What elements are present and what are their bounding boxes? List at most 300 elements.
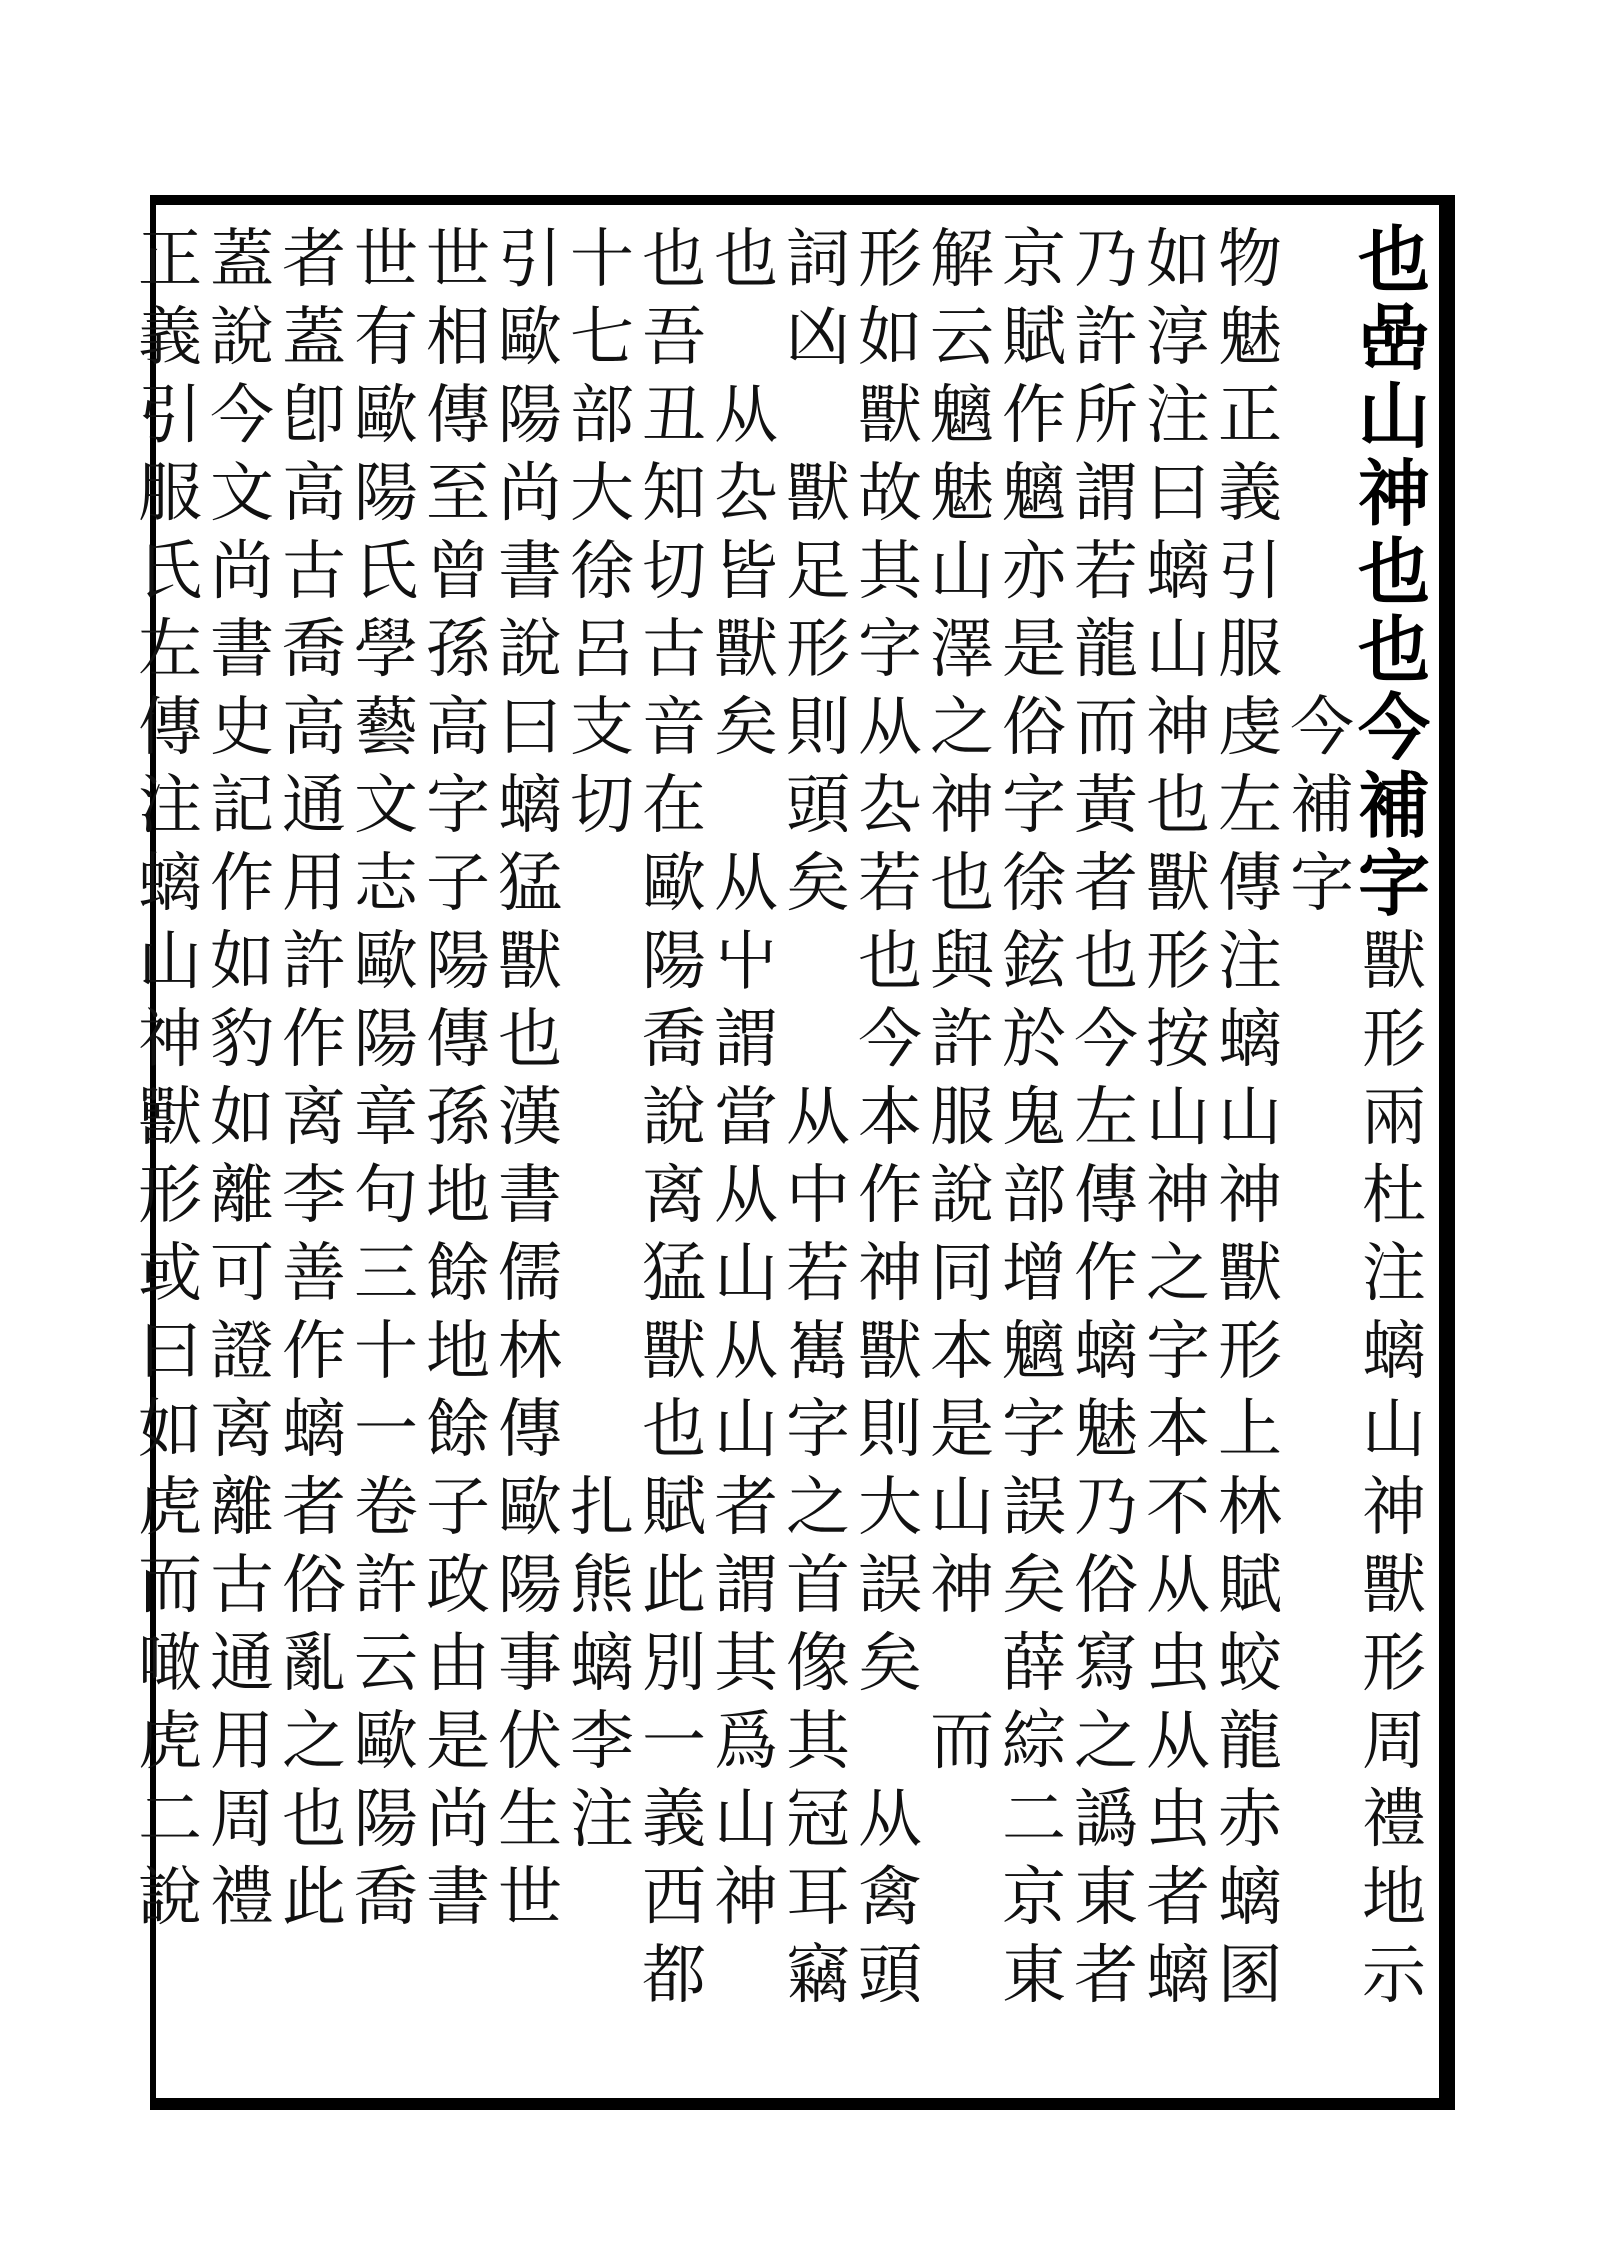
glyph: 書	[426, 1861, 490, 1935]
glyph: 善	[282, 1237, 346, 1311]
glyph: 高	[426, 691, 490, 765]
glyph: 淳	[1146, 301, 1210, 375]
glyph: 周	[210, 1783, 274, 1857]
glyph: 陽	[498, 379, 562, 453]
glyph: 足	[786, 535, 850, 609]
glyph: 之	[930, 691, 994, 765]
glyph: 書	[210, 613, 274, 687]
glyph: 山	[1358, 373, 1431, 458]
glyph: 通	[210, 1627, 274, 1701]
glyph: 山	[1146, 1081, 1210, 1155]
glyph: 形	[1362, 1003, 1426, 1077]
text-column	[566, 221, 638, 2081]
glyph: 之	[1146, 1237, 1210, 1311]
glyph: 補	[1290, 769, 1354, 843]
glyph: 書	[498, 535, 562, 609]
glyph: 字	[858, 613, 922, 687]
glyph: 矣	[858, 1627, 922, 1701]
glyph: 圂	[1218, 1939, 1282, 2013]
glyph: 噉	[138, 1627, 202, 1701]
glyph: 也	[498, 1003, 562, 1077]
glyph: 本	[1146, 1393, 1210, 1467]
glyph: 陽	[354, 457, 418, 531]
glyph: 作	[282, 1315, 346, 1389]
glyph: 离	[210, 1393, 274, 1467]
glyph: 由	[426, 1627, 490, 1701]
text-column	[1286, 221, 1358, 2081]
glyph: 李	[570, 1705, 634, 1779]
glyph: 曰	[498, 691, 562, 765]
glyph: 首	[786, 1549, 850, 1623]
glyph: 山	[1218, 1081, 1282, 1155]
glyph: 也	[1146, 769, 1210, 843]
glyph: 之	[786, 1471, 850, 1545]
glyph: 頭	[786, 769, 850, 843]
glyph: 从	[858, 1783, 922, 1857]
glyph: 若	[786, 1237, 850, 1311]
glyph: 蓋	[282, 301, 346, 375]
glyph: 相	[426, 301, 490, 375]
glyph: 禽	[858, 1861, 922, 1935]
glyph: 陽	[426, 925, 490, 999]
glyph: 也	[642, 1393, 706, 1467]
glyph: 卽	[282, 379, 346, 453]
glyph: 獸	[1362, 1549, 1426, 1623]
page-frame	[138, 195, 1455, 2110]
glyph: 者	[282, 1471, 346, 1545]
glyph: 章	[354, 1081, 418, 1155]
glyph: 詞	[786, 223, 850, 297]
glyph: 杜	[1362, 1159, 1426, 1233]
glyph: 云	[354, 1627, 418, 1701]
glyph: 形	[1362, 1627, 1426, 1701]
glyph: 作	[210, 847, 274, 921]
glyph: 一	[642, 1705, 706, 1779]
glyph: 記	[210, 769, 274, 843]
glyph: 注	[1218, 925, 1282, 999]
glyph: 形	[138, 1159, 202, 1233]
glyph: 賦	[642, 1471, 706, 1545]
glyph: 卷	[354, 1471, 418, 1545]
glyph: 乃	[1074, 1471, 1138, 1545]
glyph: 是	[930, 1393, 994, 1467]
glyph: 螭	[282, 1393, 346, 1467]
glyph: 二	[138, 1783, 202, 1857]
glyph: 歐	[498, 1471, 562, 1545]
glyph: 生	[498, 1783, 562, 1857]
glyph: 者	[1146, 1861, 1210, 1935]
glyph: 今	[858, 1003, 922, 1077]
glyph: 漢	[498, 1081, 562, 1155]
glyph: 史	[210, 691, 274, 765]
text-column	[422, 221, 494, 2081]
glyph: 世	[498, 1861, 562, 1935]
text-column	[998, 221, 1070, 2081]
glyph: 用	[210, 1705, 274, 1779]
glyph: 禮	[210, 1861, 274, 1935]
glyph: 今	[210, 379, 274, 453]
glyph: 志	[354, 847, 418, 921]
glyph: 切	[642, 535, 706, 609]
glyph: 周	[1362, 1705, 1426, 1779]
glyph: 也	[1358, 529, 1431, 614]
glyph: 屮	[714, 925, 778, 999]
glyph: 扎	[570, 1471, 634, 1545]
glyph: 注	[138, 769, 202, 843]
glyph: 儒	[498, 1237, 562, 1311]
glyph: 喬	[354, 1861, 418, 1935]
glyph: 厹	[858, 769, 922, 843]
glyph: 是	[1002, 613, 1066, 687]
glyph: 者	[714, 1471, 778, 1545]
glyph: 頭	[858, 1939, 922, 2013]
glyph: 高	[282, 691, 346, 765]
glyph: 賦	[1002, 301, 1066, 375]
glyph: 龍	[1218, 1705, 1282, 1779]
glyph: 許	[282, 925, 346, 999]
glyph: 歐	[354, 379, 418, 453]
glyph: 京	[1002, 223, 1066, 297]
text-column	[782, 221, 854, 2081]
glyph: 从	[1146, 1705, 1210, 1779]
glyph: 離	[210, 1159, 274, 1233]
glyph: 其	[714, 1627, 778, 1701]
glyph: 餘	[426, 1393, 490, 1467]
glyph: 猛	[498, 847, 562, 921]
glyph: 則	[858, 1393, 922, 1467]
glyph: 不	[1146, 1471, 1210, 1545]
glyph: 魅	[930, 457, 994, 531]
glyph: 薛	[1002, 1627, 1066, 1701]
glyph: 二	[1002, 1783, 1066, 1857]
glyph: 地	[426, 1315, 490, 1389]
glyph: 可	[210, 1237, 274, 1311]
glyph: 而	[930, 1705, 994, 1779]
glyph: 陽	[354, 1003, 418, 1077]
glyph: 切	[570, 769, 634, 843]
glyph: 大	[570, 457, 634, 531]
glyph: 用	[282, 847, 346, 921]
glyph: 禮	[1362, 1783, 1426, 1857]
glyph: 赤	[1218, 1783, 1282, 1857]
glyph: 之	[1074, 1705, 1138, 1779]
glyph: 傳	[426, 1003, 490, 1077]
glyph: 孫	[426, 1081, 490, 1155]
glyph: 者	[1074, 847, 1138, 921]
glyph: 嵒	[1358, 295, 1431, 380]
glyph: 左	[1218, 769, 1282, 843]
glyph: 螭	[1218, 1861, 1282, 1935]
glyph: 獸	[858, 1315, 922, 1389]
glyph: 是	[426, 1705, 490, 1779]
glyph: 服	[930, 1081, 994, 1155]
glyph: 从	[858, 691, 922, 765]
glyph: 賦	[1218, 1549, 1282, 1623]
glyph: 神	[1218, 1159, 1282, 1233]
glyph: 螭	[138, 847, 202, 921]
text-column	[854, 221, 926, 2081]
glyph: 餘	[426, 1237, 490, 1311]
glyph: 魅	[1218, 301, 1282, 375]
glyph: 文	[354, 769, 418, 843]
fore-edge-mark	[1439, 645, 1455, 700]
glyph: 山	[714, 1783, 778, 1857]
glyph: 熊	[570, 1549, 634, 1623]
glyph: 尚	[426, 1783, 490, 1857]
glyph: 字	[1358, 841, 1431, 926]
glyph: 螭	[1074, 1315, 1138, 1389]
glyph: 虎	[138, 1705, 202, 1779]
glyph: 東	[1002, 1939, 1066, 2013]
glyph: 正	[138, 223, 202, 297]
glyph: 古	[282, 535, 346, 609]
glyph: 句	[354, 1159, 418, 1233]
glyph: 如	[210, 1081, 274, 1155]
glyph: 示	[1362, 1939, 1426, 2013]
glyph: 謂	[714, 1003, 778, 1077]
glyph: 虎	[138, 1471, 202, 1545]
glyph: 神	[138, 1003, 202, 1077]
glyph: 說	[210, 301, 274, 375]
glyph: 獸	[498, 925, 562, 999]
glyph: 螭	[1362, 1315, 1426, 1389]
glyph: 俗	[1074, 1549, 1138, 1623]
glyph: 山	[1362, 1393, 1426, 1467]
glyph: 其	[858, 535, 922, 609]
glyph: 也	[858, 925, 922, 999]
glyph: 十	[354, 1315, 418, 1389]
glyph: 徐	[570, 535, 634, 609]
glyph: 引	[498, 223, 562, 297]
glyph: 字	[786, 1393, 850, 1467]
glyph: 李	[282, 1159, 346, 1233]
text-column	[278, 221, 350, 2081]
glyph: 山	[1146, 613, 1210, 687]
glyph: 獸	[1146, 847, 1210, 921]
glyph: 在	[642, 769, 706, 843]
glyph: 陽	[642, 925, 706, 999]
text-column	[134, 221, 206, 2081]
glyph: 伏	[498, 1705, 562, 1779]
text-column	[350, 221, 422, 2081]
glyph: 支	[570, 691, 634, 765]
glyph: 謂	[714, 1549, 778, 1623]
glyph: 或	[138, 1237, 202, 1311]
glyph: 於	[1002, 1003, 1066, 1077]
glyph: 離	[210, 1471, 274, 1545]
glyph: 而	[138, 1549, 202, 1623]
glyph: 則	[786, 691, 850, 765]
glyph: 矣	[786, 847, 850, 921]
glyph: 厹	[714, 457, 778, 531]
glyph: 呂	[570, 613, 634, 687]
glyph: 鉉	[1002, 925, 1066, 999]
glyph: 如	[138, 1393, 202, 1467]
text-column	[710, 221, 782, 2081]
glyph: 部	[1002, 1159, 1066, 1233]
glyph: 誤	[1002, 1471, 1066, 1545]
glyph: 當	[714, 1081, 778, 1155]
glyph: 字	[1290, 847, 1354, 921]
glyph: 說	[930, 1159, 994, 1233]
glyph: 服	[1218, 613, 1282, 687]
glyph: 皆	[714, 535, 778, 609]
glyph: 山	[714, 1393, 778, 1467]
glyph: 左	[138, 613, 202, 687]
glyph: 謂	[1074, 457, 1138, 531]
vertical-text-block	[138, 217, 1431, 2081]
glyph: 誤	[858, 1549, 922, 1623]
glyph: 許	[1074, 301, 1138, 375]
glyph: 知	[642, 457, 706, 531]
text-column	[1358, 217, 1431, 2081]
glyph: 傳	[426, 379, 490, 453]
glyph: 蛟	[1218, 1627, 1282, 1701]
glyph: 別	[642, 1627, 706, 1701]
glyph: 字	[1002, 769, 1066, 843]
glyph: 亦	[1002, 535, 1066, 609]
glyph: 十	[570, 223, 634, 297]
glyph: 神	[858, 1237, 922, 1311]
glyph: 若	[858, 847, 922, 921]
glyph: 曰	[1146, 457, 1210, 531]
glyph: 本	[930, 1315, 994, 1389]
glyph: 从	[714, 847, 778, 921]
glyph: 所	[1074, 379, 1138, 453]
glyph: 政	[426, 1549, 490, 1623]
glyph: 爲	[714, 1705, 778, 1779]
glyph: 注	[1146, 379, 1210, 453]
glyph: 許	[930, 1003, 994, 1077]
glyph: 補	[1358, 763, 1431, 848]
glyph: 大	[858, 1471, 922, 1545]
glyph: 綜	[1002, 1705, 1066, 1779]
glyph: 螭	[1146, 1939, 1210, 2013]
glyph: 字	[426, 769, 490, 843]
glyph: 山	[930, 535, 994, 609]
glyph: 魑	[1002, 457, 1066, 531]
glyph: 者	[1074, 1939, 1138, 2013]
glyph: 正	[1218, 379, 1282, 453]
glyph: 增	[1002, 1237, 1066, 1311]
text-column	[638, 221, 710, 2081]
glyph: 通	[282, 769, 346, 843]
glyph: 亂	[282, 1627, 346, 1701]
glyph: 地	[1362, 1861, 1426, 1935]
glyph: 矣	[1002, 1549, 1066, 1623]
glyph: 有	[354, 301, 418, 375]
glyph: 也	[930, 847, 994, 921]
glyph: 豹	[210, 1003, 274, 1077]
glyph: 古	[642, 613, 706, 687]
glyph: 本	[858, 1081, 922, 1155]
glyph: 東	[1074, 1861, 1138, 1935]
glyph: 獸	[138, 1081, 202, 1155]
glyph: 說	[138, 1861, 202, 1935]
glyph: 故	[858, 457, 922, 531]
glyph: 引	[138, 379, 202, 453]
glyph: 至	[426, 457, 490, 531]
glyph: 如	[1146, 223, 1210, 297]
glyph: 离	[282, 1081, 346, 1155]
glyph: 子	[426, 847, 490, 921]
glyph: 神	[1146, 1159, 1210, 1233]
glyph: 世	[354, 223, 418, 297]
glyph: 林	[498, 1315, 562, 1389]
glyph: 作	[282, 1003, 346, 1077]
glyph: 歐	[354, 925, 418, 999]
glyph: 今	[1074, 1003, 1138, 1077]
glyph: 許	[354, 1549, 418, 1623]
glyph: 尚	[210, 535, 274, 609]
glyph: 一	[354, 1393, 418, 1467]
glyph: 魅	[1074, 1393, 1138, 1467]
glyph: 上	[1218, 1393, 1282, 1467]
glyph: 从	[1146, 1549, 1210, 1623]
glyph: 从	[714, 1315, 778, 1389]
glyph: 嶲	[786, 1315, 850, 1389]
glyph: 离	[642, 1159, 706, 1233]
glyph: 神	[1146, 691, 1210, 765]
glyph: 氏	[138, 535, 202, 609]
glyph: 螭	[570, 1627, 634, 1701]
glyph: 獸	[1218, 1237, 1282, 1311]
glyph: 按	[1146, 1003, 1210, 1077]
glyph: 喬	[642, 1003, 706, 1077]
glyph: 如	[210, 925, 274, 999]
glyph: 蓋	[210, 223, 274, 297]
glyph: 子	[426, 1471, 490, 1545]
glyph: 黃	[1074, 769, 1138, 843]
glyph: 魑	[930, 379, 994, 453]
glyph: 虔	[1218, 691, 1282, 765]
glyph: 歐	[642, 847, 706, 921]
glyph: 凶	[786, 301, 850, 375]
glyph: 形	[858, 223, 922, 297]
glyph: 从	[786, 1081, 850, 1155]
glyph: 冠	[786, 1783, 850, 1857]
glyph: 注	[1362, 1237, 1426, 1311]
glyph: 神	[714, 1861, 778, 1935]
glyph: 神	[930, 1549, 994, 1623]
glyph: 俗	[282, 1549, 346, 1623]
glyph: 服	[138, 457, 202, 531]
glyph: 龍	[1074, 613, 1138, 687]
glyph: 其	[786, 1705, 850, 1779]
glyph: 澤	[930, 613, 994, 687]
glyph: 也	[1358, 217, 1431, 302]
glyph: 中	[786, 1159, 850, 1233]
glyph: 左	[1074, 1081, 1138, 1155]
glyph: 義	[1218, 457, 1282, 531]
glyph: 獸	[1362, 925, 1426, 999]
glyph: 譌	[1074, 1783, 1138, 1857]
glyph: 螭	[498, 769, 562, 843]
glyph: 作	[1074, 1237, 1138, 1311]
glyph: 字	[1002, 1393, 1066, 1467]
glyph: 形	[1146, 925, 1210, 999]
glyph: 都	[642, 1939, 706, 2013]
glyph: 傳	[1218, 847, 1282, 921]
glyph: 今	[1358, 685, 1431, 770]
glyph: 从	[714, 1159, 778, 1233]
glyph: 陽	[354, 1783, 418, 1857]
glyph: 也	[1074, 925, 1138, 999]
glyph: 山	[138, 925, 202, 999]
glyph: 也	[714, 223, 778, 297]
glyph: 魑	[1002, 1315, 1066, 1389]
glyph: 傳	[498, 1393, 562, 1467]
